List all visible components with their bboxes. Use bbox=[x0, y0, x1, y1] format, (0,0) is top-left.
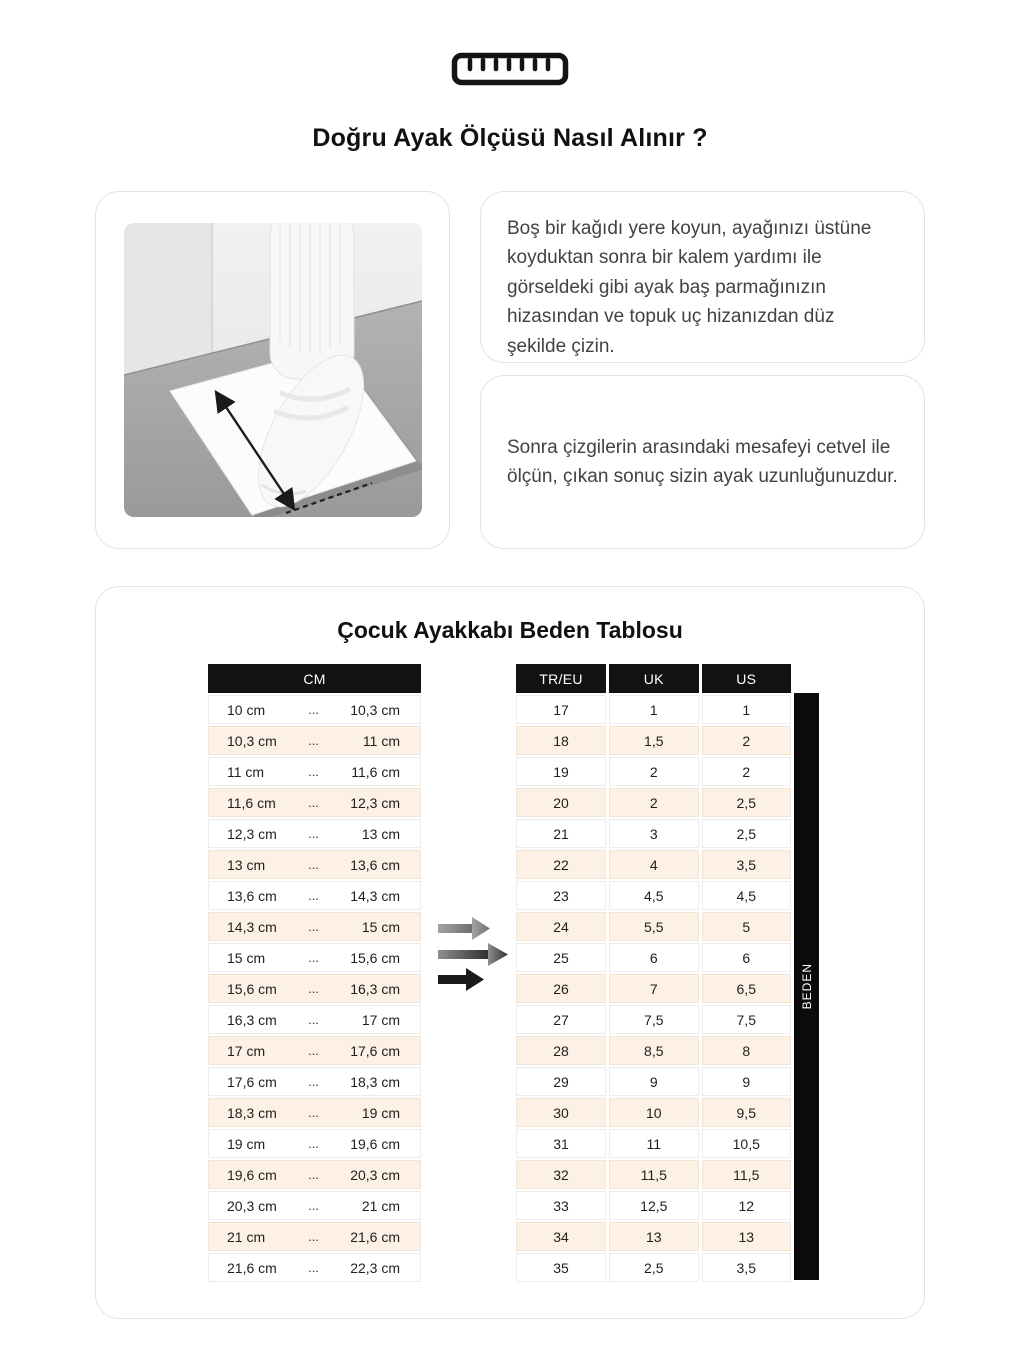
size-table-row: 29 9 9 bbox=[516, 1067, 791, 1096]
size-table-header: US bbox=[702, 664, 791, 693]
size-chart-title: Çocuk Ayakkabı Beden Tablosu bbox=[337, 617, 683, 643]
cm-table-row: 11,6 cm ... 12,3 cm bbox=[208, 788, 421, 817]
foot-measure-photo bbox=[124, 223, 422, 517]
howto-step1-card bbox=[480, 191, 925, 363]
size-chart-card bbox=[95, 586, 925, 1319]
size-table-row: 25 6 6 bbox=[516, 943, 791, 972]
cm-table-row: 17,6 cm ... 18,3 cm bbox=[208, 1067, 421, 1096]
size-table-header: UK bbox=[609, 664, 698, 693]
size-table-row: 31 11 10,5 bbox=[516, 1129, 791, 1158]
size-table-row: 20 2 2,5 bbox=[516, 788, 791, 817]
size-table-row: 22 4 3,5 bbox=[516, 850, 791, 879]
howto-step1-text: Boş bir kağıdı yere koyun, ayağınızı üstüne koyduktan sonra bir kalem yardımı ile görseldeki gibi ayak baş parmağınızın hizasından ve topuk uç hizanızdan düz şekilde çizin. bbox=[507, 218, 872, 357]
cm-table-row: 16,3 cm ... 17 cm bbox=[208, 1005, 421, 1034]
cm-table bbox=[208, 662, 421, 1284]
size-table bbox=[513, 662, 794, 1284]
cm-table-row: 21,6 cm ... 22,3 cm bbox=[208, 1253, 421, 1282]
cm-table-row: 20,3 cm ... 21 cm bbox=[208, 1191, 421, 1220]
size-table-row: 33 12,5 12 bbox=[516, 1191, 791, 1220]
cm-table-row: 13 cm ... 13,6 cm bbox=[208, 850, 421, 879]
size-table-row: 19 2 2 bbox=[516, 757, 791, 786]
size-table-row: 17 1 1 bbox=[516, 695, 791, 724]
foot-measure-photo-card bbox=[95, 191, 450, 549]
cm-table-row: 12,3 cm ... 13 cm bbox=[208, 819, 421, 848]
size-table-row: 26 7 6,5 bbox=[516, 974, 791, 1003]
ruler-icon bbox=[451, 52, 569, 86]
cm-table-row: 15 cm ... 15,6 cm bbox=[208, 943, 421, 972]
mapping-arrows-icon bbox=[438, 914, 508, 997]
beden-side-label: BEDEN bbox=[799, 963, 814, 1010]
beden-side-bar bbox=[794, 693, 819, 1280]
cm-table-row: 10,3 cm ... 11 cm bbox=[208, 726, 421, 755]
howto-step2-text: Sonra çizgilerin arasındaki mesafeyi cetvel ile ölçün, çıkan sonuç sizin ayak uzunluğunuzdur. bbox=[507, 436, 898, 487]
cm-table-row: 19,6 cm ... 20,3 cm bbox=[208, 1160, 421, 1189]
header-icon-wrap bbox=[0, 0, 1020, 86]
size-table-row: 23 4,5 4,5 bbox=[516, 881, 791, 910]
size-table-row: 28 8,5 8 bbox=[516, 1036, 791, 1065]
cm-table-row: 21 cm ... 21,6 cm bbox=[208, 1222, 421, 1251]
cm-table-row: 11 cm ... 11,6 cm bbox=[208, 757, 421, 786]
cm-table-row: 13,6 cm ... 14,3 cm bbox=[208, 881, 421, 910]
foot-on-paper-illustration bbox=[124, 223, 422, 517]
size-table-row: 30 10 9,5 bbox=[516, 1098, 791, 1127]
howto-step2-card bbox=[480, 375, 925, 549]
size-table-row: 18 1,5 2 bbox=[516, 726, 791, 755]
size-table-header: TR/EU bbox=[516, 664, 606, 693]
size-table-header-row bbox=[516, 664, 791, 693]
size-table-row: 35 2,5 3,5 bbox=[516, 1253, 791, 1282]
cm-table-row: 18,3 cm ... 19 cm bbox=[208, 1098, 421, 1127]
cm-table-header: CM bbox=[208, 664, 421, 693]
size-table-row: 27 7,5 7,5 bbox=[516, 1005, 791, 1034]
cm-table-row: 17 cm ... 17,6 cm bbox=[208, 1036, 421, 1065]
size-table-body bbox=[516, 695, 791, 1282]
howto-section bbox=[95, 191, 925, 549]
cm-table-row: 19 cm ... 19,6 cm bbox=[208, 1129, 421, 1158]
size-table-row: 24 5,5 5 bbox=[516, 912, 791, 941]
size-chart-tables bbox=[96, 662, 924, 1284]
page-title: Doğru Ayak Ölçüsü Nasıl Alınır ? bbox=[312, 124, 708, 152]
cm-table-row: 15,6 cm ... 16,3 cm bbox=[208, 974, 421, 1003]
size-table-row: 32 11,5 11,5 bbox=[516, 1160, 791, 1189]
cm-table-row: 14,3 cm ... 15 cm bbox=[208, 912, 421, 941]
size-table-row: 21 3 2,5 bbox=[516, 819, 791, 848]
cm-table-body bbox=[208, 695, 421, 1282]
cm-table-row: 10 cm ... 10,3 cm bbox=[208, 695, 421, 724]
howto-texts bbox=[480, 191, 925, 549]
size-table-row: 34 13 13 bbox=[516, 1222, 791, 1251]
